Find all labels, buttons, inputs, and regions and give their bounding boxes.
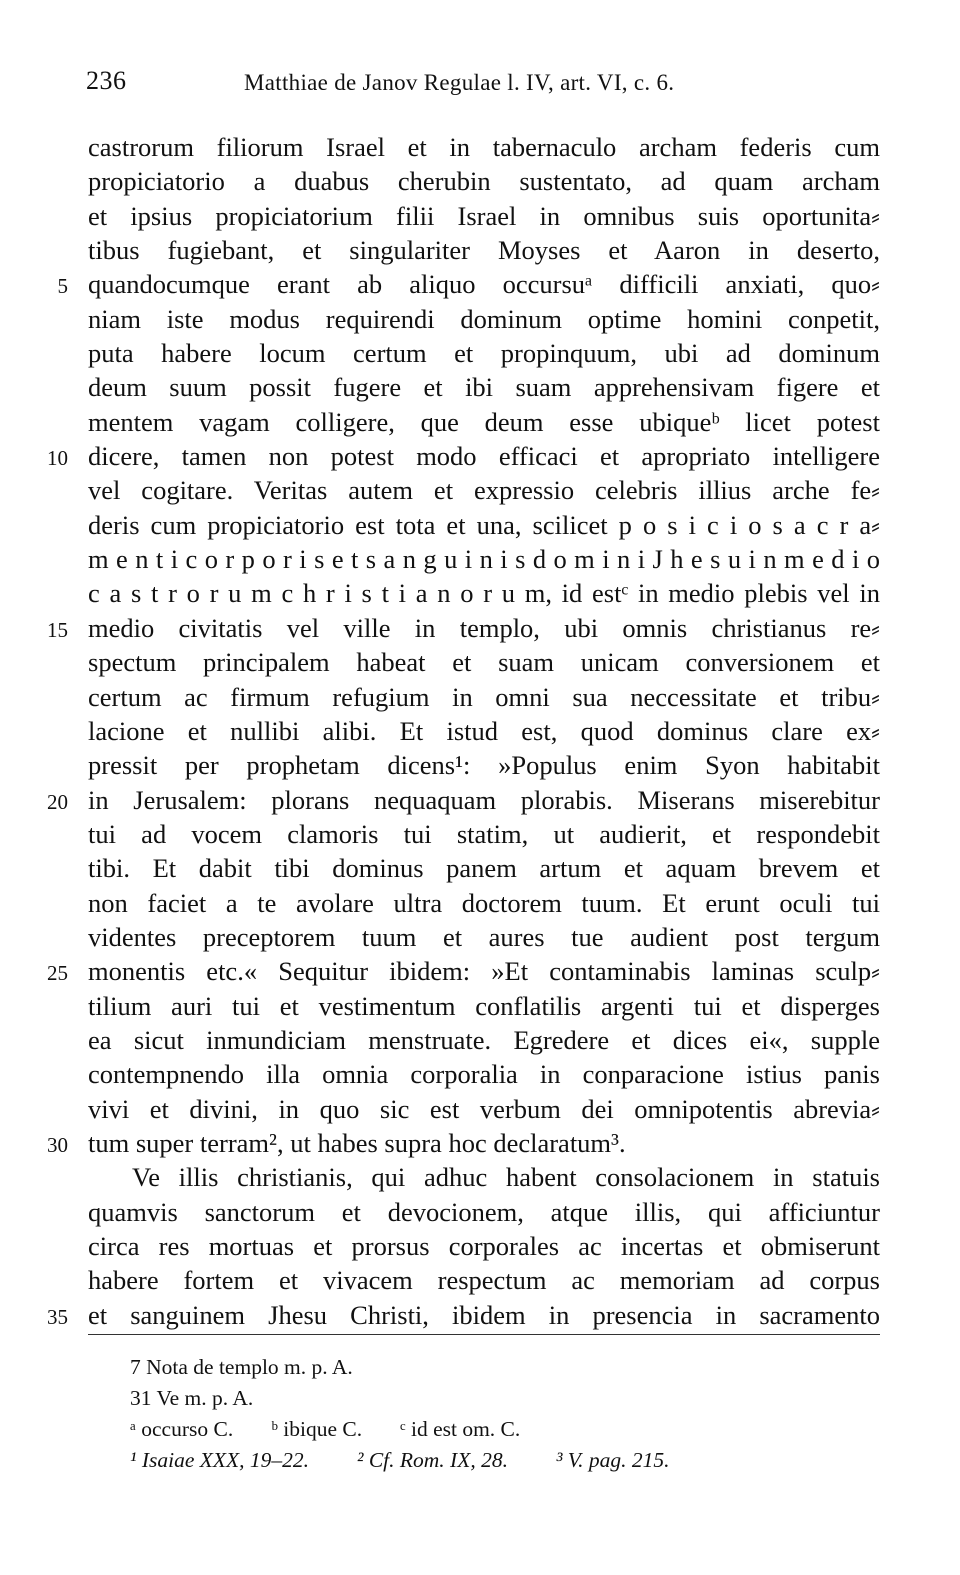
line-text: lacione et nullibi alibi. Et istud est, quod dominus clare ex⸗ [88, 715, 880, 746]
line-text: deris cum propiciatorio est tota et una, scilicet p o s i c i o s a c r a⸗ [88, 509, 880, 540]
line-text: tilium auri tui et vestimentum conflatilis argenti tui et disperges [88, 990, 880, 1021]
text-line [88, 336, 880, 370]
text-line [47, 1298, 880, 1332]
line-text: tui ad vocem clamoris tui statim, ut audierit, et respondebit [88, 818, 880, 849]
line-text: propiciatorio a duabus cherubin sustentato, ad quam archam [88, 166, 880, 197]
line-number: 5 [57, 274, 68, 299]
page-number: 236 [86, 66, 127, 95]
line-text: Ve illis christianis, qui adhuc habent consolacionem in statuis [132, 1162, 880, 1193]
line-text: dicere, tamen non potest modo efficaci et apropriato intelligere [88, 441, 880, 472]
text-line [88, 130, 880, 164]
line-note [130, 1352, 870, 1383]
line-text: pressit per prophetam dicens¹: »Populus enim Syon habitabit [88, 750, 880, 781]
text-line [88, 164, 880, 198]
line-text: habere fortem et vivacem respectum ac memoriam ad corpus [88, 1265, 880, 1296]
line-text: m e n t i c o r p o r i s e t s a n g u i n i s d o m i n i J h e s u i n m e d i o [88, 544, 880, 575]
text-line [47, 611, 880, 645]
line-text: et sanguinem Jhesu Christi, ibidem in presencia in sacramento [88, 1299, 880, 1330]
variant-note: ᵃ occurso C. [130, 1417, 234, 1441]
line-text: et ipsius propiciatorium filii Israel in omnibus suis oportunita⸗ [88, 200, 880, 231]
text-line [88, 714, 880, 748]
source-note: ² Cf. Rom. IX, 28. [357, 1448, 508, 1472]
line-text: certum ac firmum refugium in omni sua neccessitate et tribu⸗ [88, 681, 880, 712]
text-line [88, 1160, 880, 1194]
text-line [88, 1057, 880, 1091]
text-line [88, 645, 880, 679]
line-text: vel cogitare. Veritas autem et expressio celebris illius arche fe⸗ [88, 475, 880, 506]
line-number: 20 [47, 789, 68, 814]
line-text: videntes preceptorem tuum et aures tue audient post tergum [88, 921, 880, 952]
source-note: ³ V. pag. 215. [555, 1448, 670, 1472]
line-text: in Jerusalem: plorans nequaquam plorabis. Miserans miserebitur [88, 784, 880, 815]
text-line [88, 886, 880, 920]
line-text: contempnendo illa omnia corporalia in conparacione istius panis [88, 1059, 880, 1090]
line-text: ea sicut inmundiciam menstruate. Egredere et dices ei«, supple [88, 1024, 880, 1055]
line-note-text: 7 Nota de templo m. p. A. [130, 1355, 353, 1379]
text-line [88, 1092, 880, 1126]
line-text: deum suum possit fugere et ibi suam apprehensivam figere et [88, 372, 880, 403]
text-line [88, 1195, 880, 1229]
line-text: quandocumque erant ab aliquo occursuᵃ difficili anxiati, quo⸗ [88, 269, 880, 300]
source-notes [130, 1445, 870, 1476]
variant-note: ᶜ id est om. C. [400, 1417, 521, 1441]
line-text: puta habere locum certum et propinquum, ubi ad dominum [88, 338, 880, 369]
text-line [47, 439, 880, 473]
text-line [88, 920, 880, 954]
line-text: spectum principalem habeat et suam unicam conversionem et [88, 647, 880, 678]
line-number: 15 [47, 617, 68, 642]
text-line [88, 576, 880, 610]
line-text: niam iste modus requirendi dominum optime homini conpetit, [88, 303, 880, 334]
text-line [88, 370, 880, 404]
line-text: c a s t r o r u m c h r i s t i a n o r u m, id estᶜ in medio plebis vel in [88, 578, 880, 609]
line-note-text: 31 Ve m. p. A. [130, 1386, 254, 1410]
text-line [88, 199, 880, 233]
line-text: quamvis sanctorum et devocionem, atque illis, qui afficiuntur [88, 1196, 880, 1227]
line-text: medio civitatis vel ville in templo, ubi omnis christianus re⸗ [88, 612, 880, 643]
text-line [88, 680, 880, 714]
text-line [88, 302, 880, 336]
text-line [57, 267, 880, 301]
text-line [47, 1126, 880, 1160]
text-line [88, 1229, 880, 1263]
text-line [88, 817, 880, 851]
line-number: 30 [47, 1132, 68, 1157]
footnotes [130, 1352, 870, 1476]
line-note [130, 1383, 870, 1414]
main-text [47, 130, 880, 1332]
line-text: tum super terram², ut habes supra hoc declaratum³. [88, 1127, 626, 1158]
variant-notes [130, 1414, 870, 1445]
text-line [88, 851, 880, 885]
text-line [47, 783, 880, 817]
footnote-divider [88, 1334, 880, 1335]
text-line [88, 233, 880, 267]
text-line [47, 954, 880, 988]
text-line [88, 473, 880, 507]
text-line [88, 989, 880, 1023]
line-number: 10 [47, 446, 68, 471]
line-text: castrorum filiorum Israel et in tabernaculo archam federis cum [88, 132, 880, 162]
running-title: Matthiae de Janov Regulae l. IV, art. VI, c. 6. [244, 70, 675, 95]
line-text: mentem vagam colligere, que deum esse ubiqueᵇ licet potest [88, 406, 880, 437]
line-text: non faciet a te avolare ultra doctorem tuum. Et erunt oculi tui [88, 887, 880, 918]
line-text: monentis etc.« Sequitur ibidem: »Et contaminabis laminas sculp⸗ [88, 956, 880, 987]
text-line [88, 1023, 880, 1057]
text-line [88, 542, 880, 576]
text-line [88, 748, 880, 782]
line-text: vivi et divini, in quo sic est verbum dei omnipotentis abrevia⸗ [88, 1093, 880, 1124]
line-text: tibi. Et dabit tibi dominus panem artum et aquam brevem et [88, 853, 880, 884]
source-note: ¹ Isaiae XXX, 19–22. [130, 1448, 310, 1472]
text-line [88, 508, 880, 542]
line-number: 35 [47, 1304, 68, 1329]
line-text: circa res mortuas et prorsus corporales ac incertas et obmiserunt [88, 1231, 880, 1261]
variant-note: ᵇ ibique C. [271, 1417, 363, 1441]
line-text: tibus fugiebant, et singulariter Moyses et Aaron in deserto, [88, 235, 880, 266]
line-number: 25 [47, 961, 68, 986]
text-line [88, 405, 880, 439]
text-line [88, 1263, 880, 1297]
page-header [86, 66, 946, 106]
